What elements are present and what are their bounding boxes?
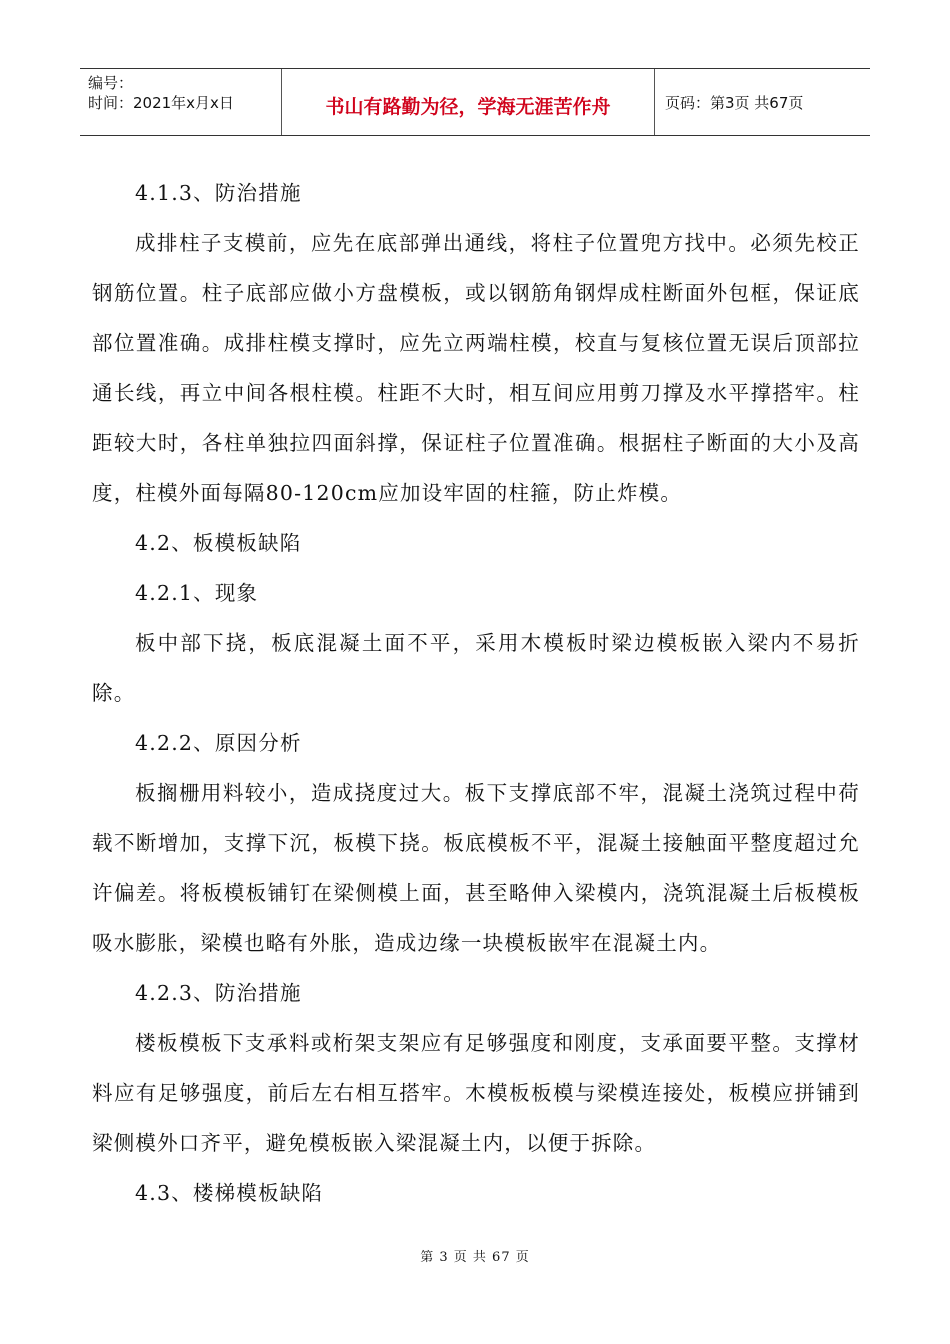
section-heading-4-1-3: 4.1.3、防治措施 (135, 181, 302, 205)
section-heading-4-2-1: 4.2.1、现象 (135, 581, 259, 605)
document-time-label: 时间：2021年x月x日 (88, 94, 234, 112)
paragraph-column-prevention: 成排柱子支模前，应先在底部弹出通线，将柱子位置兜方找中。必须先校正钢筋位置。柱子底部应做小方盘模板，或以钢筋角钢焊成柱断面外包框，保证底部位置准确。成排柱模支撑时，应先立两端柱模，校直与复核位置无误后顶部拉通长线，再立中间各根柱模。柱距不大时，相互间应用剪刀撑及水平撑搭牢。柱距较大时，各柱单独拉四面斜撑，保证柱子位置准确。根据柱子断面的大小及高度，柱模外面每隔80-120cm应加设牢固的柱箍，防止炸模。 (92, 231, 860, 505)
document-number-label: 编号： (88, 74, 134, 92)
document-body (92, 168, 860, 1218)
paragraph-slab-phenomenon: 板中部下挠，板底混凝土面不平，采用木模板时梁边模板嵌入梁内不易折除。 (92, 631, 860, 705)
section-heading-4-2-2: 4.2.2、原因分析 (135, 731, 302, 755)
section-heading-4-2: 4.2、板模板缺陷 (135, 531, 302, 555)
page-footer: 第 3 页 共 67 页 (420, 1250, 530, 1265)
header-page-info: 页码：第3页 共67页 (665, 93, 804, 112)
paragraph-slab-cause-analysis: 板搁栅用料较小，造成挠度过大。板下支撑底部不牢，混凝土浇筑过程中荷载不断增加，支撑下沉，板模下挠。板底模板不平，混凝土接触面平整度超过允许偏差。将板模板铺钉在梁侧模上面，甚至略伸入梁模内，浇筑混凝土后板模板吸水膨胀，梁模也略有外胀，造成边缘一块模板嵌牢在混凝土内。 (92, 781, 860, 955)
section-heading-4-2-3: 4.2.3、防治措施 (135, 981, 302, 1005)
header-motto: 书山有路勤为径，学海无涯苦作舟 (282, 69, 655, 135)
page-header (80, 68, 870, 136)
header-meta (80, 69, 282, 135)
section-heading-4-3: 4.3、楼梯模板缺陷 (135, 1181, 324, 1205)
paragraph-slab-prevention: 楼板模板下支承料或桁架支架应有足够强度和刚度，支承面要平整。支撑材料应有足够强度，前后左右相互搭牢。木模板板模与梁模连接处，板模应拼铺到梁侧模外口齐平，避免模板嵌入梁混凝土内，以便于拆除。 (92, 1031, 860, 1155)
